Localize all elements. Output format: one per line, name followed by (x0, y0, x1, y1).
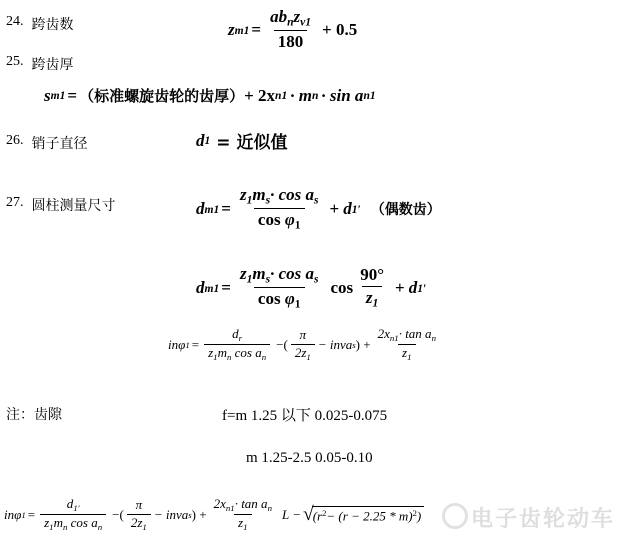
bottom-fraction-2 (127, 498, 151, 532)
item-number: 25. (6, 54, 24, 69)
equals-sign: = (67, 85, 78, 105)
formula-26-rhs: = 近似值 (216, 133, 288, 153)
item-label: 销子直径 (31, 136, 88, 152)
inv-fraction-1 (204, 327, 270, 362)
equals-sign: = (221, 278, 231, 298)
watermark (442, 502, 615, 533)
fraction-denominator: $\cos \varphi_1$ (254, 287, 305, 311)
formula-inv-phi (168, 328, 443, 363)
item-label: 圆柱测量尺寸 (31, 198, 116, 214)
formula-odd-fraction-2 (356, 265, 388, 310)
formula-odd-lhs-sub: m1 (204, 281, 220, 295)
formula-odd-tail-sub: 1′ (417, 281, 427, 295)
bottom-close-plus: ) + (191, 507, 207, 523)
inv-close-plus: ) + (355, 337, 371, 353)
formula-27-fraction (236, 185, 323, 232)
formula-odd-lhs: d (196, 278, 205, 298)
bottom-tail-L: L − (281, 507, 302, 523)
fraction-numerator: $d_r$ (232, 326, 243, 344)
note-line-2 (246, 450, 373, 467)
inv-fraction-2 (291, 328, 315, 362)
formula-25-tail-3: · sin a (321, 85, 364, 105)
formula-24-tail: + 0.5 (322, 20, 358, 40)
note-line-1-text: f=m 1.25 以下 0.025-0.075 (222, 408, 388, 424)
fraction-denominator: $z_1$ (362, 286, 382, 310)
bottom-inva: − inva (153, 507, 189, 523)
inv-lhs-phi: φ (178, 337, 186, 353)
inv-lhs-sub: 1 (185, 340, 190, 351)
bottom-inva-sub: s (188, 510, 192, 521)
bottom-fraction-1 (40, 497, 106, 532)
inv-lhs-in: in (168, 337, 179, 353)
formula-24-lhs-sub: m1 (234, 23, 250, 37)
fraction-numerator: 90° (360, 265, 384, 285)
note-label (6, 404, 62, 424)
formula-25-sub-3: n1 (363, 89, 376, 102)
formula-25-tail-2: · m (290, 85, 312, 105)
formula-24 (228, 8, 357, 53)
fraction-numerator: $z_1m_s\cdot \cos a_s$ (239, 263, 319, 286)
fraction-numerator: π (135, 496, 143, 512)
formula-26-lhs-sub: 1 (204, 134, 211, 147)
bottom-lhs-sub: 1 (21, 510, 26, 521)
watermark-circle-icon (442, 503, 468, 529)
radicand: $(r^2- (r - 2.25 * m)^2)$ (312, 506, 424, 526)
inv-minus-open: −( (276, 337, 288, 353)
inv-fraction-3 (374, 327, 440, 362)
bottom-radical (303, 503, 424, 526)
bottom-lhs-phi: φ (14, 507, 22, 523)
fraction-numerator: π (299, 326, 307, 342)
formula-25-tail-1: + 2x (244, 85, 276, 105)
formula-27-lhs-sub: m1 (204, 202, 220, 216)
watermark-text: 电子齿轮动车 (470, 507, 615, 532)
item-27-number-label (6, 195, 116, 215)
formula-25-cjk: （标准螺旋齿轮的齿厚） (79, 87, 245, 105)
equals-sign: = (251, 20, 262, 40)
formula-odd-cos: cos (330, 278, 354, 298)
item-number: 26. (6, 133, 24, 148)
note-label-text: 注：齿隙 (6, 407, 62, 423)
formula-25-lhs: s (44, 85, 51, 105)
bottom-fraction-3 (210, 497, 276, 532)
equals-sign: = (27, 507, 36, 523)
item-label: 跨齿厚 (31, 57, 74, 73)
bottom-lhs-in: in (4, 507, 15, 523)
fraction-numerator: $2x_{n1}\cdot \tan a_n$ (377, 326, 436, 344)
radical-sign: √ (303, 503, 314, 525)
formula-26-lhs: d (196, 130, 205, 150)
fraction-denominator: 180 (274, 30, 308, 52)
formula-bottom (4, 498, 424, 533)
item-24-number-label (6, 14, 74, 34)
plus-sign: + (329, 199, 340, 219)
item-26-number-label (6, 133, 88, 153)
fraction-denominator: $2z_1$ (127, 514, 151, 532)
formula-27-tail-d: d (343, 199, 352, 219)
item-25-number-label (6, 54, 74, 74)
formula-odd-tail-d: d (408, 278, 418, 298)
item-number: 27. (6, 195, 24, 210)
inv-inva: − inva (317, 337, 353, 353)
fraction-denominator: $z_1m_n$ $\cos a_n$ (204, 344, 270, 362)
formula-25-sub-2: n (311, 89, 319, 102)
note-line-1 (222, 404, 387, 425)
plus-sign: + (395, 278, 405, 298)
fraction-denominator: $z_1m_n$ $\cos a_n$ (40, 514, 106, 532)
equals-sign: = (191, 337, 200, 353)
fraction-denominator: $\cos \varphi_1$ (254, 208, 305, 232)
fraction-numerator: $d_{1'}$ (66, 496, 80, 514)
formula-27-note: （偶数齿） (370, 202, 441, 219)
formula-24-lhs: z (228, 20, 235, 40)
formula-25-sub-1: n1 (275, 89, 288, 102)
note-line-2-text: m 1.25-2.5 0.05-0.10 (246, 450, 373, 466)
formula-25-lhs-sub: m1 (50, 89, 66, 102)
formula-27-even (196, 186, 441, 233)
formula-27-lhs: d (196, 199, 205, 219)
formula-24-fraction (266, 7, 315, 52)
formula-27-odd (196, 265, 426, 312)
formula-26 (196, 128, 287, 153)
formula-25 (44, 85, 376, 106)
inv-inva-sub: s (352, 340, 356, 351)
bottom-minus-open: −( (112, 507, 124, 523)
formula-27-tail-sub: 1′ (351, 202, 361, 216)
fraction-numerator: $ab_nz_{v1}$ (270, 6, 312, 29)
formula-odd-fraction-1 (236, 264, 323, 311)
fraction-numerator: $z_1m_s\cdot \cos a_s$ (239, 184, 319, 207)
fraction-numerator: $2x_{n1}\cdot \tan a_n$ (213, 496, 272, 514)
fraction-denominator: $2z_1$ (291, 344, 315, 362)
fraction-denominator: $z_1$ (398, 344, 415, 362)
item-label: 跨齿数 (31, 17, 74, 33)
fraction-denominator: $z_1$ (234, 514, 251, 532)
equals-sign: = (221, 199, 231, 219)
item-number: 24. (6, 14, 24, 29)
